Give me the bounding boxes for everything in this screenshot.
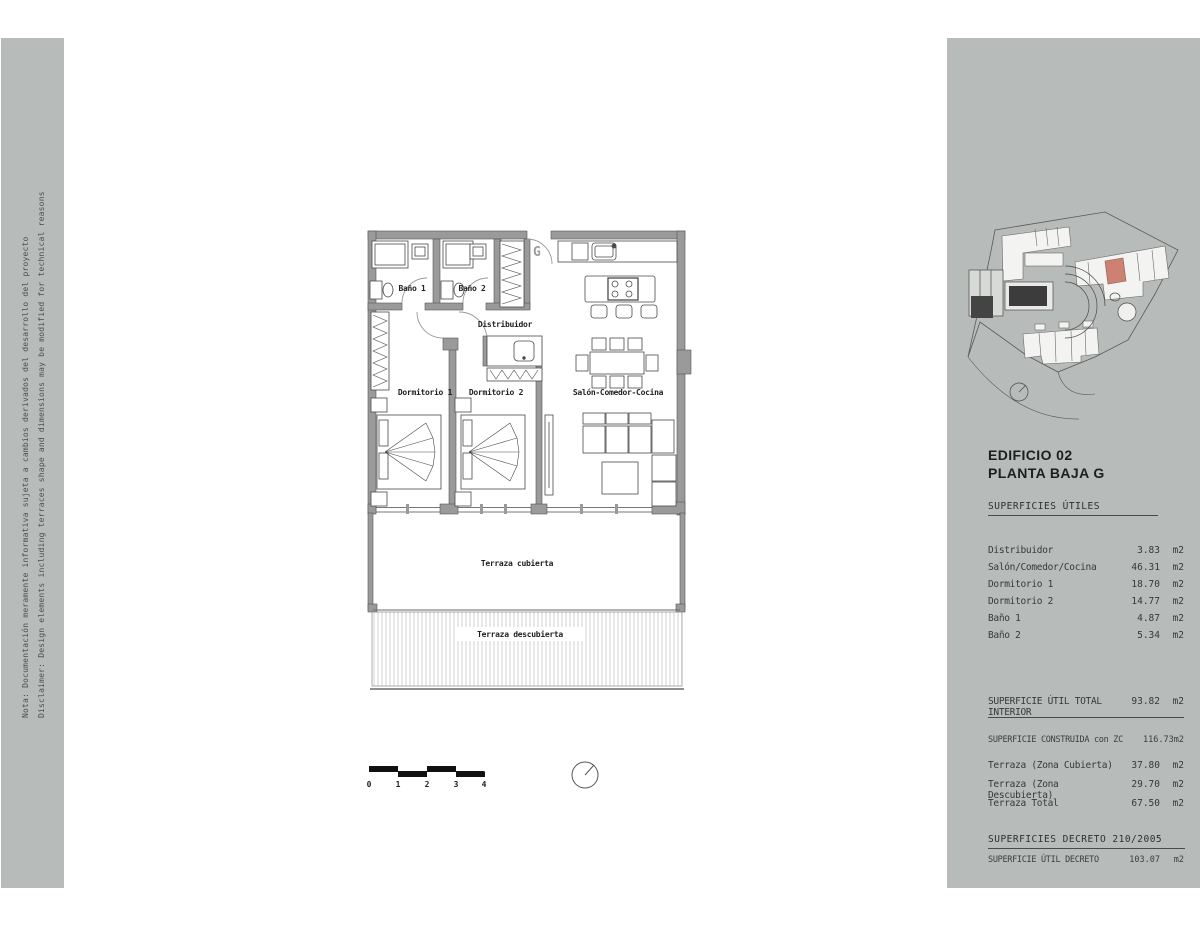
row-unit: m2 xyxy=(1172,579,1184,590)
disclaimer-note-en: Disclaimer: Design elements including terraces shape and dimensions may be modified for technical reasons xyxy=(37,191,46,718)
kitchen-counter xyxy=(558,241,677,262)
row-unit: m2 xyxy=(1172,798,1184,809)
row-label: Terraza Total xyxy=(988,798,1059,809)
row-label: Dormitorio 1 xyxy=(988,579,1054,590)
section-superficies-utiles: SUPERFICIES ÚTILES xyxy=(988,501,1158,516)
label-bano1: Baño 1 xyxy=(398,284,426,293)
bed-dorm2 xyxy=(455,398,525,506)
total-interior-block xyxy=(988,696,1184,718)
table-row xyxy=(988,562,1184,579)
row-label: Dormitorio 2 xyxy=(988,596,1054,607)
row-value: 14.77 xyxy=(1131,596,1160,607)
table-row xyxy=(988,760,1184,779)
label-terraza-descubierta: Terraza descubierta xyxy=(477,630,563,639)
row-unit: m2 xyxy=(1172,630,1184,641)
constructed-area-row xyxy=(988,735,1184,751)
scale-tick-4: 4 xyxy=(481,780,487,789)
sofa-set xyxy=(545,413,676,506)
label-terraza-cubierta: Terraza cubierta xyxy=(480,559,554,568)
panel-title xyxy=(988,446,1105,482)
terraces-table xyxy=(988,760,1184,817)
row-unit: m2 xyxy=(1172,696,1184,707)
table-row xyxy=(988,579,1184,596)
label-dormitorio2: Dormitorio 2 xyxy=(468,388,524,397)
row-unit: m2 xyxy=(1172,545,1184,556)
row-value: 5.34 xyxy=(1137,630,1160,641)
decreto-row xyxy=(988,855,1184,871)
highlighted-unit xyxy=(1105,258,1126,284)
row-value: 67.50 xyxy=(1131,798,1160,809)
north-compass-icon xyxy=(572,762,598,788)
room-areas-table xyxy=(988,545,1184,647)
section-decreto: SUPERFICIES DECRETO 210/2005 xyxy=(988,834,1185,849)
total-interior-row xyxy=(988,696,1184,718)
windows xyxy=(376,504,652,514)
constructed-area-block xyxy=(988,735,1184,751)
dorm2-vanity xyxy=(487,336,542,366)
row-label: Baño 2 xyxy=(988,630,1021,641)
scale-tick-3: 3 xyxy=(453,780,459,789)
label-bano2: Baño 2 xyxy=(458,284,486,293)
row-label: Salón/Comedor/Cocina xyxy=(988,562,1097,573)
row-label: Baño 1 xyxy=(988,613,1021,624)
decreto-block xyxy=(988,855,1184,871)
scale-tick-0: 0 xyxy=(366,780,372,789)
table-row xyxy=(988,545,1184,562)
row-unit: m2 xyxy=(1172,760,1184,771)
table-row xyxy=(988,596,1184,613)
table-row xyxy=(988,779,1184,801)
row-value: 29.70 xyxy=(1131,779,1160,790)
row-value: 3.83 xyxy=(1137,545,1160,556)
row-label: SUPERFICIE ÚTIL DECRETO xyxy=(988,855,1099,865)
floor-title: PLANTA BAJA G xyxy=(988,465,1105,481)
kitchen-island xyxy=(585,276,657,318)
row-label: SUPERFICIE ÚTIL TOTAL INTERIOR xyxy=(988,696,1102,718)
row-value: 4.87 xyxy=(1137,613,1160,624)
info-panel xyxy=(947,38,1200,888)
row-unit: m2 xyxy=(1172,779,1184,790)
table-row xyxy=(988,630,1184,647)
row-value: 116.73m2 xyxy=(1143,735,1184,745)
row-unit: m2 xyxy=(1173,855,1184,865)
row-value: 18.70 xyxy=(1131,579,1160,590)
table-row xyxy=(988,798,1184,817)
row-unit: m2 xyxy=(1172,613,1184,624)
label-distribuidor: Distribuidor xyxy=(477,320,533,329)
row-value: 37.80 xyxy=(1131,760,1160,771)
terrace xyxy=(370,610,684,689)
scale-bar xyxy=(367,766,487,789)
table-row xyxy=(988,613,1184,630)
disclaimer-note-es: Nota: Documentación meramente informativa sujeta a cambios derivados del desarrollo del proyecto xyxy=(21,236,30,718)
row-value: 93.82 xyxy=(1131,696,1160,707)
row-label: Distribuidor xyxy=(988,545,1054,556)
label-salon: Salón-Comedor-Cocina xyxy=(572,388,664,397)
bed-dorm1 xyxy=(371,398,441,506)
scale-tick-1: 1 xyxy=(395,780,401,789)
row-unit: m2 xyxy=(1172,562,1184,573)
site-plan xyxy=(947,206,1200,431)
label-dormitorio1: Dormitorio 1 xyxy=(397,388,453,397)
row-label: Terraza (Zona Cubierta) xyxy=(988,760,1113,771)
row-label: SUPERFICIE CONSTRUIDA con ZC xyxy=(988,735,1123,745)
scale-tick-2: 2 xyxy=(424,780,430,789)
row-value: 46.31 xyxy=(1131,562,1160,573)
row-unit: m2 xyxy=(1172,596,1184,607)
unit-letter-label: G xyxy=(533,245,541,260)
row-value: 103.07 xyxy=(1129,855,1160,865)
row-label: Terraza (Zona Descubierta) xyxy=(988,779,1059,801)
dining-set xyxy=(576,338,658,388)
building-title: EDIFICIO 02 xyxy=(988,447,1073,463)
